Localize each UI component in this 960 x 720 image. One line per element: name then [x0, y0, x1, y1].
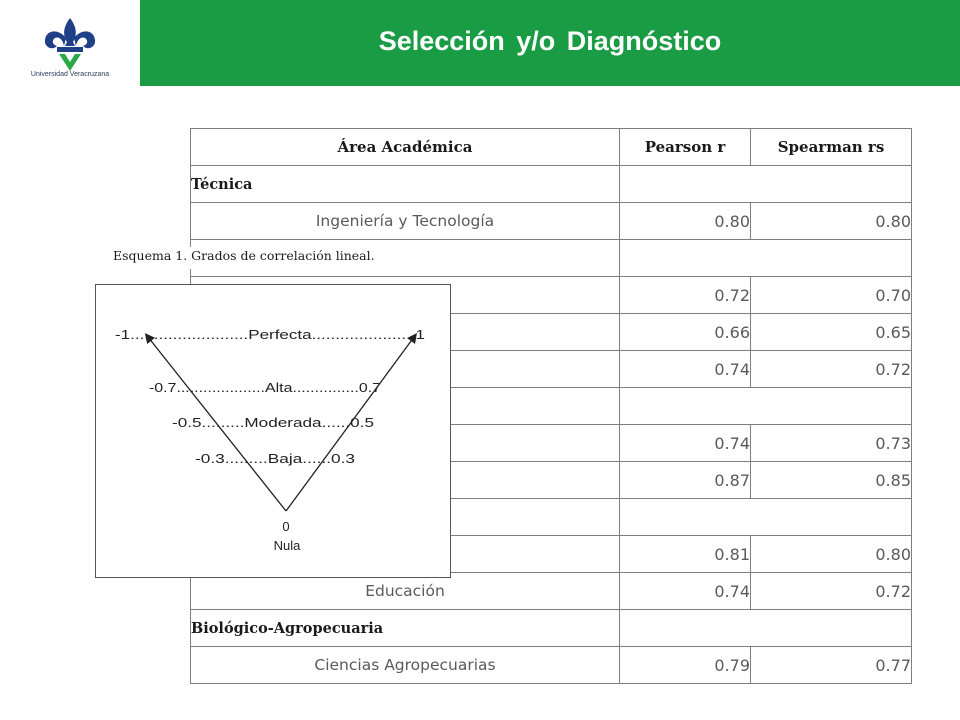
spearman-cell: 0.80	[751, 536, 912, 573]
spearman-cell: 0.65	[751, 314, 912, 351]
section-empty-cell	[620, 166, 912, 203]
page-title: Selección y/o Diagnóstico	[378, 26, 722, 56]
section-row	[191, 610, 912, 647]
table-row	[191, 647, 912, 684]
pearson-cell: 0.80	[620, 203, 751, 240]
section-empty-cell	[620, 240, 912, 277]
table-row	[191, 203, 912, 240]
null-label: Nula	[273, 538, 301, 553]
moderate-row: -0.5.........Moderada......0.5	[172, 415, 374, 430]
pearson-cell: 0.66	[620, 314, 751, 351]
spearman-cell: 0.72	[751, 573, 912, 610]
logo-caption: Universidad Veracruzana	[30, 71, 110, 78]
pearson-cell: 0.79	[620, 647, 751, 684]
area-cell: Ciencias Agropecuarias	[191, 647, 620, 684]
spearman-cell: 0.85	[751, 462, 912, 499]
table-row	[191, 573, 912, 610]
column-header-spearman: Spearman rs	[751, 129, 912, 166]
header-bar	[140, 0, 960, 86]
high-row: -0.7....................Alta...............0.7	[149, 380, 381, 395]
low-row: -0.3.........Baja......0.3	[195, 451, 355, 466]
table-header-row	[191, 129, 912, 166]
perfect-row: -1.........................Perfecta......................1	[115, 327, 425, 342]
pearson-cell: 0.81	[620, 536, 751, 573]
spearman-cell: 0.77	[751, 647, 912, 684]
diagram-caption: Esquema 1. Grados de correlación lineal.	[113, 247, 427, 269]
spearman-cell: 0.73	[751, 425, 912, 462]
section-empty-cell	[620, 499, 912, 536]
correlation-diagram	[95, 284, 451, 578]
column-header-area: Área Académica	[191, 129, 620, 166]
university-logo	[0, 0, 140, 86]
section-row	[191, 166, 912, 203]
pearson-cell: 0.87	[620, 462, 751, 499]
area-cell: Educación	[191, 573, 620, 610]
zero-label: 0	[282, 519, 290, 534]
pearson-cell: 0.72	[620, 277, 751, 314]
fleur-de-lis-icon	[40, 16, 100, 72]
section-empty-cell	[620, 388, 912, 425]
section-label: Biológico-Agropecuaria	[191, 610, 620, 647]
column-header-pearson: Pearson r	[620, 129, 751, 166]
spearman-cell: 0.70	[751, 277, 912, 314]
spearman-cell: 0.80	[751, 203, 912, 240]
pearson-cell: 0.74	[620, 351, 751, 388]
spearman-cell: 0.72	[751, 351, 912, 388]
section-empty-cell	[620, 610, 912, 647]
area-cell: Ingeniería y Tecnología	[191, 203, 620, 240]
section-label: Técnica	[191, 166, 620, 203]
pearson-cell: 0.74	[620, 573, 751, 610]
correlation-degrees-diagram	[96, 285, 450, 577]
pearson-cell: 0.74	[620, 425, 751, 462]
